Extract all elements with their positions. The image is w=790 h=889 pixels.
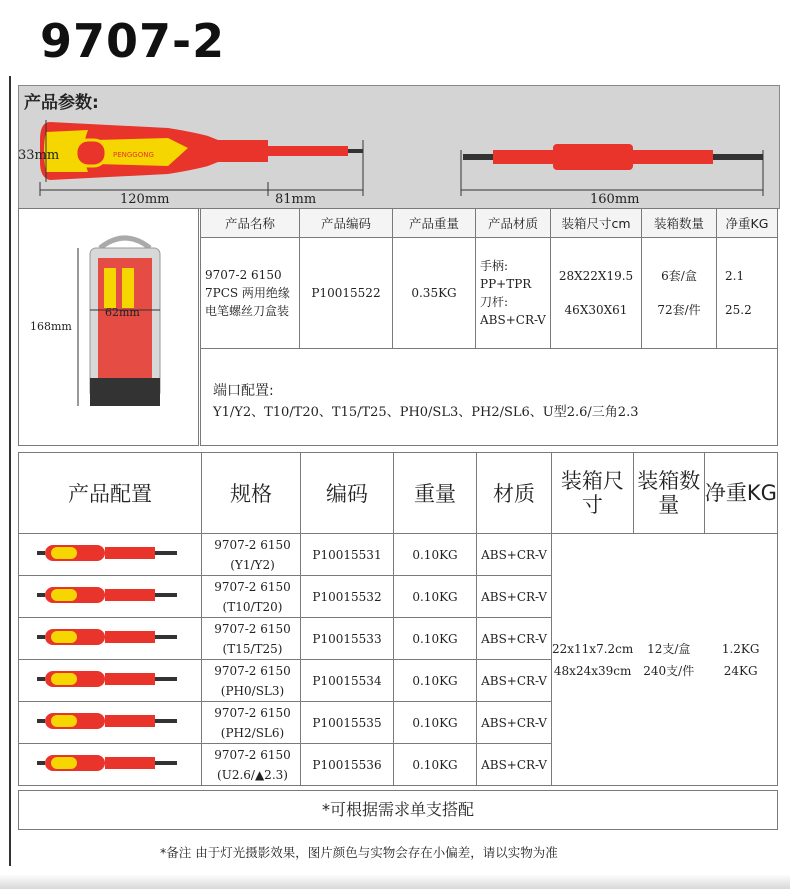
- table-row: [19, 534, 778, 576]
- qty-2: 72套/件: [657, 303, 701, 317]
- col-header: 净重KG: [717, 209, 778, 238]
- material-blade: ABS+CR-V: [480, 313, 546, 327]
- col-header: 产品重量: [393, 209, 476, 238]
- screwdriver-image: [35, 578, 185, 612]
- col-header: 产品名称: [201, 209, 300, 238]
- config-qty-2: 240支/件: [643, 663, 695, 678]
- col-header: 编码: [301, 453, 394, 534]
- bottom-shadow: [0, 874, 790, 889]
- col-header: 装箱数量: [642, 209, 717, 238]
- config-box-size-2: 48x24x39cm: [553, 663, 632, 678]
- spec-model: 9707-2 6150: [214, 747, 291, 762]
- net-weight-1: 2.1: [725, 269, 745, 283]
- cell-weight: 0.10KG: [394, 576, 477, 618]
- box-size-1: 28X22X19.5: [558, 269, 634, 283]
- col-header: 装箱数量: [633, 453, 704, 534]
- material-handle-label: 手柄:: [480, 259, 509, 273]
- spec-model: 9707-2 6150: [214, 537, 291, 552]
- cell-material: ABS+CR-V: [477, 744, 552, 786]
- config-net-weight-2: 24KG: [723, 663, 758, 678]
- dim-handle: 120mm: [120, 192, 170, 207]
- screwdriver-image: [35, 536, 185, 570]
- dim-box-width: 62mm: [105, 306, 140, 319]
- screwdriver-thumbnail: [19, 534, 202, 576]
- screwdriver-thumbnail: [19, 744, 202, 786]
- screwdriver-shaft-image: [268, 146, 348, 156]
- product-weight: 0.35KG: [393, 238, 476, 349]
- dim-box-height: 168mm: [30, 320, 72, 333]
- left-accent-line: [9, 76, 11, 866]
- spec-tips: (U2.6/▲2.3): [217, 767, 288, 782]
- screwdriver-handle-image: [40, 122, 268, 180]
- cell-weight: 0.10KG: [394, 534, 477, 576]
- col-header: 规格: [202, 453, 301, 534]
- spec-tips: (PH0/SL3): [220, 683, 285, 698]
- dim-shaft: 81mm: [275, 192, 317, 207]
- spec-tips: (T10/T20): [222, 599, 283, 614]
- screwdriver-image: [35, 704, 185, 738]
- col-header: 装箱尺寸: [552, 453, 634, 534]
- screwdriver-thumbnail: [19, 702, 202, 744]
- screwdriver-thumbnail: [19, 618, 202, 660]
- material-blade-label: 刀杆:: [480, 295, 509, 309]
- cell-material: ABS+CR-V: [477, 618, 552, 660]
- params-label: 产品参数:: [24, 93, 99, 113]
- cell-material: ABS+CR-V: [477, 702, 552, 744]
- spec-model: 9707-2 6150: [214, 621, 291, 636]
- config-net-weight: [704, 534, 777, 786]
- custom-combination-note: *可根据需求单支搭配: [18, 790, 778, 830]
- brand-logo: PENGGONG: [113, 151, 154, 159]
- cell-code: P10015531: [301, 534, 394, 576]
- box-size-2: 46X30X61: [564, 303, 628, 317]
- cell-material: ABS+CR-V: [477, 534, 552, 576]
- config-qty-1: 12支/盒: [647, 641, 691, 656]
- port-config-box: [200, 349, 778, 446]
- col-header: 净重KG: [704, 453, 777, 534]
- cell-weight: 0.10KG: [394, 744, 477, 786]
- config-box-size-1: 22x11x7.2cm: [552, 641, 634, 656]
- spec-tips: (Y1/Y2): [230, 557, 275, 572]
- col-header: 产品编码: [300, 209, 393, 238]
- spec-model: 9707-2 6150: [214, 705, 291, 720]
- port-config-label: 端口配置:: [213, 383, 274, 399]
- spec-tips: (PH2/SL6): [220, 725, 285, 740]
- spec-tips: (T15/T25): [222, 641, 283, 656]
- spec-model: 9707-2 6150: [214, 579, 291, 594]
- disclaimer-footnote: *备注 由于灯光摄影效果，图片颜色与实物会存在小偏差，请以实物为准: [160, 845, 558, 860]
- dim-height: 33mm: [18, 148, 60, 163]
- product-config-table: [18, 452, 778, 786]
- dim-total: 160mm: [590, 192, 640, 207]
- net-weight-2: 25.2: [725, 303, 752, 317]
- col-header: 产品配置: [19, 453, 202, 534]
- product-code: P10015522: [300, 238, 393, 349]
- cell-code: P10015533: [301, 618, 394, 660]
- cell-code: P10015534: [301, 660, 394, 702]
- screwdriver-image: [35, 662, 185, 696]
- product-info-table: [200, 208, 778, 349]
- packaging-box-image: [70, 228, 180, 418]
- col-header: 装箱尺寸cm: [551, 209, 642, 238]
- cell-weight: 0.10KG: [394, 660, 477, 702]
- cell-code: P10015535: [301, 702, 394, 744]
- material-handle: PP+TPR: [480, 277, 532, 291]
- config-box-size: [552, 534, 634, 786]
- product-name: 9707-2 6150 7PCS 两用绝缘电笔螺丝刀盒装: [205, 268, 290, 318]
- cell-weight: 0.10KG: [394, 618, 477, 660]
- page-title: 9707-2: [40, 14, 226, 68]
- col-header: 重量: [394, 453, 477, 534]
- screwdriver-thumbnail: [19, 576, 202, 618]
- spec-model: 9707-2 6150: [214, 663, 291, 678]
- qty-1: 6套/盒: [661, 269, 697, 283]
- screwdriver-thumbnail: [19, 660, 202, 702]
- config-qty: [633, 534, 704, 786]
- col-header: 材质: [477, 453, 552, 534]
- cell-material: ABS+CR-V: [477, 576, 552, 618]
- screwdriver-image: [35, 746, 185, 780]
- cell-weight: 0.10KG: [394, 702, 477, 744]
- screwdriver-image: [35, 620, 185, 654]
- config-net-weight-1: 1.2KG: [721, 641, 760, 656]
- cell-code: P10015536: [301, 744, 394, 786]
- cell-code: P10015532: [301, 576, 394, 618]
- col-header: 产品材质: [476, 209, 551, 238]
- screwdriver-double-end-image: [463, 144, 763, 170]
- cell-material: ABS+CR-V: [477, 660, 552, 702]
- port-config-value: Y1/Y2、T10/T20、T15/T25、PH0/SL3、PH2/SL6、U型2.6/三角2.3: [213, 405, 639, 420]
